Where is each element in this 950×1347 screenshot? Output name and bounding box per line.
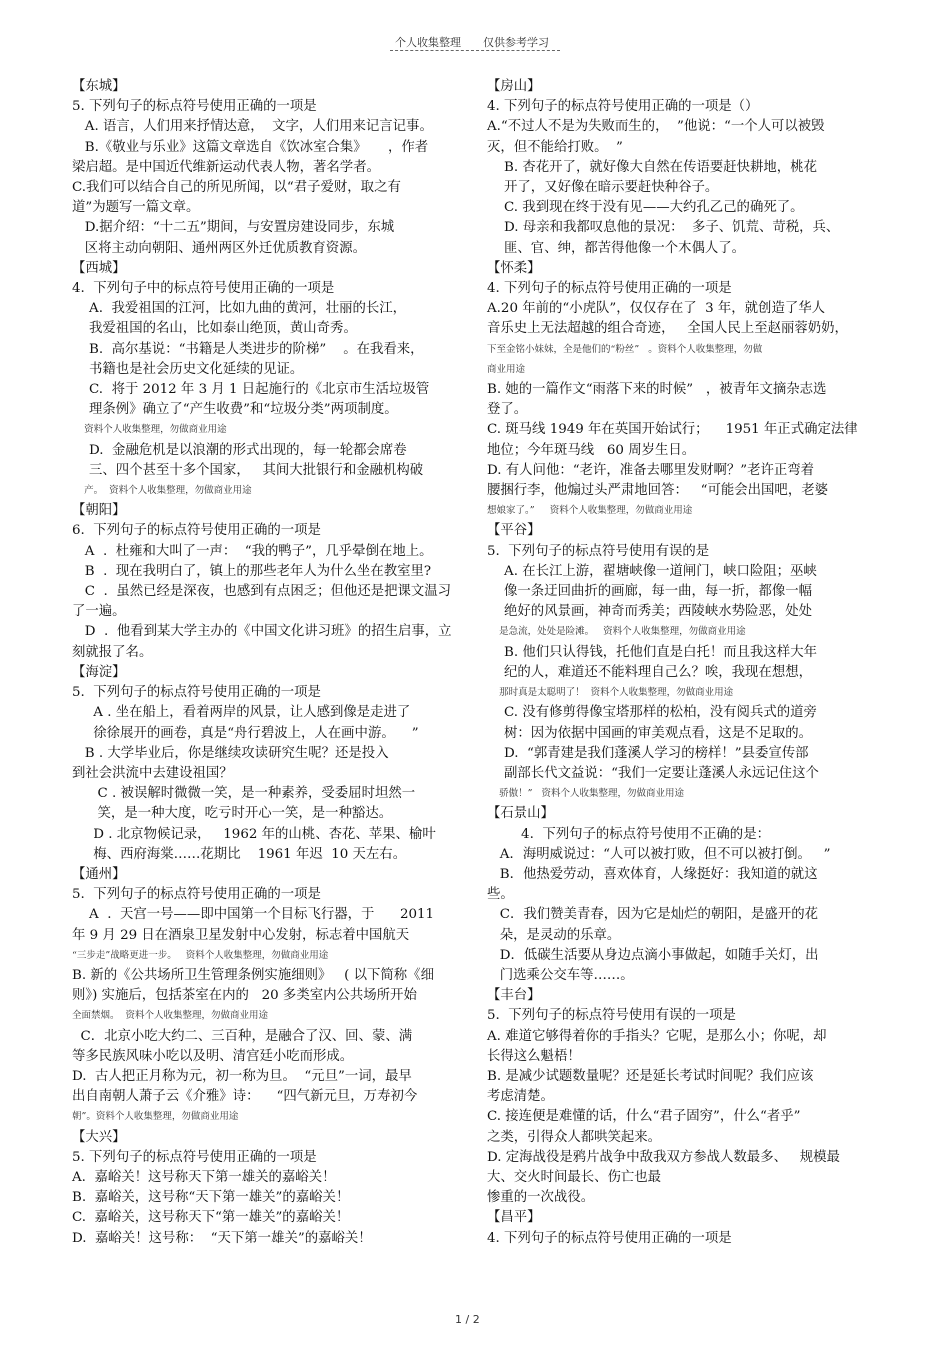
text-line: C. 我到现在终于没有见——大约孔乙己的确死了。 xyxy=(487,200,804,216)
text-line: 商业用途 xyxy=(487,363,526,375)
text-line: D . 他看到某大学主办的《中国文化讲习班》的招生启事，立 xyxy=(72,624,452,640)
text-line: 5. 下列句子的标点符号使用正确的一项是 xyxy=(72,99,317,115)
text-line: A . 杜雍和大叫了一声： “我的鸭子”，几乎晕倒在地上。 xyxy=(72,543,433,559)
text-line: B. 嘉峪关，这号称“天下第一雄关”的嘉峪关！ xyxy=(72,1190,350,1206)
text-line: D. “郭青建是我们蓬溪人学习的榜样！”县委宣传部 xyxy=(487,745,809,761)
text-line: 到社会洪流中去建设祖国？ xyxy=(72,765,233,781)
text-line: B. 新的《公共场所卫生管理条例实施细则》 ( 以下简称《细 xyxy=(72,967,434,983)
text-line: A.“不过人不是为失败而生的， ”他说：“一个人可以被毁 xyxy=(487,119,825,135)
text-line: C . 虽然已经是深夜，也感到有点困乏；但他还是把课文温习 xyxy=(72,584,452,600)
text-line: D．低碳生活要从身边点滴小事做起，如随手关灯，出 xyxy=(487,947,819,963)
text-line: 6. 下列句子的标点符号使用正确的一项是 xyxy=(72,523,321,539)
text-line: D. 古人把正月称为元，初一称为旦。 “元旦”一词，最早 xyxy=(72,1068,412,1084)
text-line: B.《敬业与乐业》这篇文章选自《饮冰室合集》 ，作者 xyxy=(72,139,429,155)
text-line: 【大兴】 xyxy=(72,1129,126,1145)
text-line: 灭，但不能给打败。 ” xyxy=(487,139,623,155)
text-line: 【昌平】 xyxy=(487,1210,541,1226)
text-line: C.我们可以结合自己的所见所闻，以“君子爱财，取之有 xyxy=(72,180,401,196)
text-line: 之类，引得众人都哄笑起来。 xyxy=(487,1129,662,1145)
text-line: 道”为题写一篇文章。 xyxy=(72,200,200,216)
text-line: A.20 年前的“小虎队”，仅仅存在了 3 年，就创造了华人 xyxy=(487,301,826,317)
text-line: 笑，是一种大度，吃亏时开心一笑，是一种豁达。 xyxy=(72,806,393,822)
text-line: 5. 下列句子的标点符号使用正确的一项是 xyxy=(72,685,321,701)
text-line: 5. 下列句子的标点符号使用有误的是 xyxy=(487,543,710,559)
right-column xyxy=(487,77,882,1249)
text-line: A . 坐在船上，看着两岸的风景，让人感到像是走进了 xyxy=(72,705,411,721)
text-line: 【石景山】 xyxy=(487,806,554,822)
header-left: 个人收集整理 xyxy=(395,36,461,49)
text-line: B. 她的一篇作文“雨落下来的时候” ，被青年文摘杂志选 xyxy=(487,382,827,398)
text-line: 等多民族风味小吃以及明、清宫廷小吃而形成。 xyxy=(72,1048,354,1064)
text-line: 区将主动向朝阳、通州两区外迁优质教育资源。 xyxy=(72,240,366,256)
text-line: 【房山】 xyxy=(487,79,541,94)
text-line: B. 是减少试题数量呢？还是延长考试时间呢？我们应该 xyxy=(487,1068,814,1084)
text-line: 【东城】 xyxy=(72,79,126,94)
text-line: 4. 下列句子的标点符号使用不正确的是： xyxy=(487,826,770,842)
text-line: 是急流，处处是险滩。 资料个人收集整理，勿做商业用途 xyxy=(487,626,746,638)
text-line: 些。 xyxy=(487,887,514,903)
text-line: 年 9 月 29 日在酒泉卫星发射中心发射，标志着中国航天 xyxy=(72,927,410,943)
text-line: 则》) 实施后，包括茶室在内的 20 多类室内公共场所开始 xyxy=(72,988,417,1004)
text-line: D . 北京物候记录， 1962 年的山桃、杏花、苹果、榆叶 xyxy=(72,826,436,842)
text-line: 大、交火时间最长、伤亡也最 xyxy=(487,1169,662,1185)
text-line: 【平谷】 xyxy=(487,523,541,539)
text-line: 【怀柔】 xyxy=(487,260,541,276)
text-line: B. 杏花开了，就好像大自然在传语要赶快耕地，桃花 xyxy=(487,159,817,175)
text-line: A . 天宫一号——即中国第一个目标飞行器，于 2011 xyxy=(72,907,435,923)
text-line: B . 现在我明白了，镇上的那些老年人为什么坐在教室里? xyxy=(72,563,432,579)
text-line: 那时真是太聪明了！ 资料个人收集整理，勿做商业用途 xyxy=(487,687,734,699)
text-line: 【丰台】 xyxy=(487,988,541,1004)
text-line: D. 金融危机是以浪潮的形式出现的，每一轮都会席卷 xyxy=(72,442,407,458)
text-line: 登了。 xyxy=(487,402,528,418)
text-line: 树：因为依据中国画的审美观点看，这是不足取的。 xyxy=(487,725,813,741)
text-line: 刻就报了名。 xyxy=(72,644,153,660)
text-line: A. 嘉峪关！这号称天下第一雄关的嘉峪关！ xyxy=(72,1169,336,1185)
text-line: B．他热爱劳动，喜欢体育，人缘挺好：我知道的就这 xyxy=(487,866,818,882)
text-line: 梅、西府海棠……花期比 1961 年迟 10 天左右。 xyxy=(72,846,407,862)
text-line: 朵，是灵动的乐章。 xyxy=(487,927,621,943)
text-line: 三、四个甚至十多个国家， 其间大批银行和金融机构破 xyxy=(72,462,424,478)
text-line: 徐徐展开的画卷，真是“舟行碧波上，人在画中游。 ” xyxy=(72,725,419,741)
text-line: 理条例》确立了“产生收费”和“垃圾分类”两项制度。 xyxy=(72,402,398,418)
page-number: 1 / 2 xyxy=(455,1313,480,1326)
text-line: 了一遍。 xyxy=(72,604,126,620)
text-line: 【朝阳】 xyxy=(72,503,126,519)
text-line: 门选乘公交车等……。 xyxy=(487,967,634,983)
text-line: 朝”。资料个人收集整理，勿做商业用途 xyxy=(72,1111,239,1123)
header-text xyxy=(395,34,549,50)
text-line: B . 大学毕业后，你是继续攻读研究生呢？还是投入 xyxy=(72,745,389,761)
text-line: D. 嘉峪关！这号称： “天下第一雄关”的嘉峪关！ xyxy=(72,1230,372,1246)
text-line: C. 没有修剪得像宝塔那样的松柏，没有阅兵式的道旁 xyxy=(487,705,817,721)
text-line: A. 难道它够得着你的手指头？它呢，是那么小；你呢，却 xyxy=(487,1028,827,1044)
text-line: 副部长代文益说：“我们一定要让蓬溪人永远记住这个 xyxy=(487,765,819,781)
text-line: 出自南朝人萧子云《介雅》诗： “四气新元旦，万寿初今 xyxy=(72,1089,418,1105)
text-line: C. 接连便是难懂的话，什么“君子固穷”，什么“者乎” xyxy=(487,1109,801,1125)
text-line: 梁启超。是中国近代维新运动代表人物，著名学者。 xyxy=(72,159,380,175)
text-line: 地位；今年斑马线 60 周岁生日。 xyxy=(487,442,696,458)
text-line: 想娘家了。” 资料个人收集整理，勿做商业用途 xyxy=(487,505,693,517)
text-line: 书籍也是社会历史文化延续的见证。 xyxy=(72,361,304,377)
text-line: 4. 下列句子中的标点符号使用正确的一项是 xyxy=(72,281,335,297)
text-line: C. 将于 2012 年 3 月 1 日起施行的《北京市生活垃圾管 xyxy=(72,382,430,398)
text-line: 绝好的风景画，神奇而秀美；西陵峡水势险恶，处处 xyxy=(487,604,813,620)
text-line: A. 在长江上游，翟塘峡像一道闸门，峡口险阻；巫峡 xyxy=(487,563,817,579)
text-line: B. 高尔基说：“书籍是人类进步的阶梯” 。在我看来， xyxy=(72,341,424,357)
text-line: 我爱祖国的名山，比如泰山绝顶，黄山奇秀。 xyxy=(72,321,357,337)
text-line: 腰捆行李，他煽过头严肃地回答： “可能会出国吧，老婆 xyxy=(487,483,828,499)
text-line: 骄傲！” 资料个人收集整理，勿做商业用途 xyxy=(487,788,684,800)
text-line: 匪、官、绅，都苦得他像一个木偶人了。 xyxy=(487,240,746,256)
text-line: 长得这么魁梧！ xyxy=(487,1048,581,1064)
text-line: C．北京小吃大约二、三百种，是融合了汉、回、蒙、满 xyxy=(72,1028,413,1044)
text-line: 产。 资料个人收集整理，勿做商业用途 xyxy=(72,485,252,497)
text-line: 音乐史上无法超越的组合奇迹， 全国人民上至赵丽蓉奶奶， xyxy=(487,321,848,337)
text-line: D. 母亲和我都叹息他的景况： 多子、饥荒、苛税，兵、 xyxy=(487,220,840,236)
text-line: B. 他们只认得钱，托他们直是白托！而且我这样大年 xyxy=(487,644,817,660)
text-line: 5. 下列句子的标点符号使用正确的一项是 xyxy=(72,887,321,903)
text-line: 【通州】 xyxy=(72,866,126,882)
text-line: 【西城】 xyxy=(72,260,126,276)
text-line: D. 有人问他：“老许，准备去哪里发财啊？”老许正弯着 xyxy=(487,462,815,478)
text-line: 资料个人收集整理，勿做商业用途 xyxy=(72,424,227,436)
text-line: 下至金铭小妹妹，全是他们的“粉丝” 。资料个人收集整理，勿做 xyxy=(487,343,763,355)
text-line: C. 嘉峪关，这号称天下“第一雄关”的嘉峪关！ xyxy=(72,1210,350,1226)
text-line: 4. 下列句子的标点符号使用正确的一项是 xyxy=(487,1230,732,1246)
text-line: 开了，又好像在暗示要赶快种谷子。 xyxy=(487,180,719,196)
left-column xyxy=(72,77,492,1249)
text-line: 4. 下列句子的标点符号使用正确的一项是 xyxy=(487,281,732,297)
text-line: A．海明威说过：“人可以被打败，但不可以被打倒。 ” xyxy=(487,846,831,862)
text-line: A. 我爱祖国的江河，比如九曲的黄河，壮丽的长江， xyxy=(72,301,407,317)
text-line: 5. 下列句子的标点符号使用正确的一项是 xyxy=(72,1149,317,1165)
text-line: 4. 下列句子的标点符号使用正确的一项是（） xyxy=(487,99,759,115)
text-line: 考虑清楚。 xyxy=(487,1089,554,1105)
text-line: 像一条迂回曲折的画廊，每一曲，每一折，都像一幅 xyxy=(487,584,813,600)
text-line: 纪的人，难道还不能料理自己么？唉，我现在想想， xyxy=(487,664,813,680)
text-line: C．我们赞美青春，因为它是灿烂的朝阳，是盛开的花 xyxy=(487,907,818,923)
text-line: A. 语言，人们用来抒情达意， 文字，人们用来记言记事。 xyxy=(72,119,433,135)
text-line: D.据介绍：“十二五”期间，与安置房建设同步，东城 xyxy=(72,220,395,236)
text-line: 全面禁烟。 资料个人收集整理，勿做商业用途 xyxy=(72,1010,269,1022)
text-line: 惨重的一次战役。 xyxy=(487,1190,595,1206)
header-divider xyxy=(390,50,560,51)
text-line: C. 斑马线 1949 年在英国开始试行； 1951 年正式确定法律 xyxy=(487,422,858,438)
text-line: “三步走”战略更进一步。 资料个人收集整理，勿做商业用途 xyxy=(72,949,329,961)
text-line: D. 定海战役是鸦片战争中敌我双方参战人数最多、 规模最 xyxy=(487,1149,840,1165)
text-line: 【海淀】 xyxy=(72,664,126,680)
header-right: 仅供参考学习 xyxy=(483,36,549,49)
text-line: C . 被误解时微微一笑，是一种素养，受委屈时坦然一 xyxy=(72,786,416,802)
text-line: 5. 下列句子的标点符号使用有误的一项是 xyxy=(487,1008,736,1024)
